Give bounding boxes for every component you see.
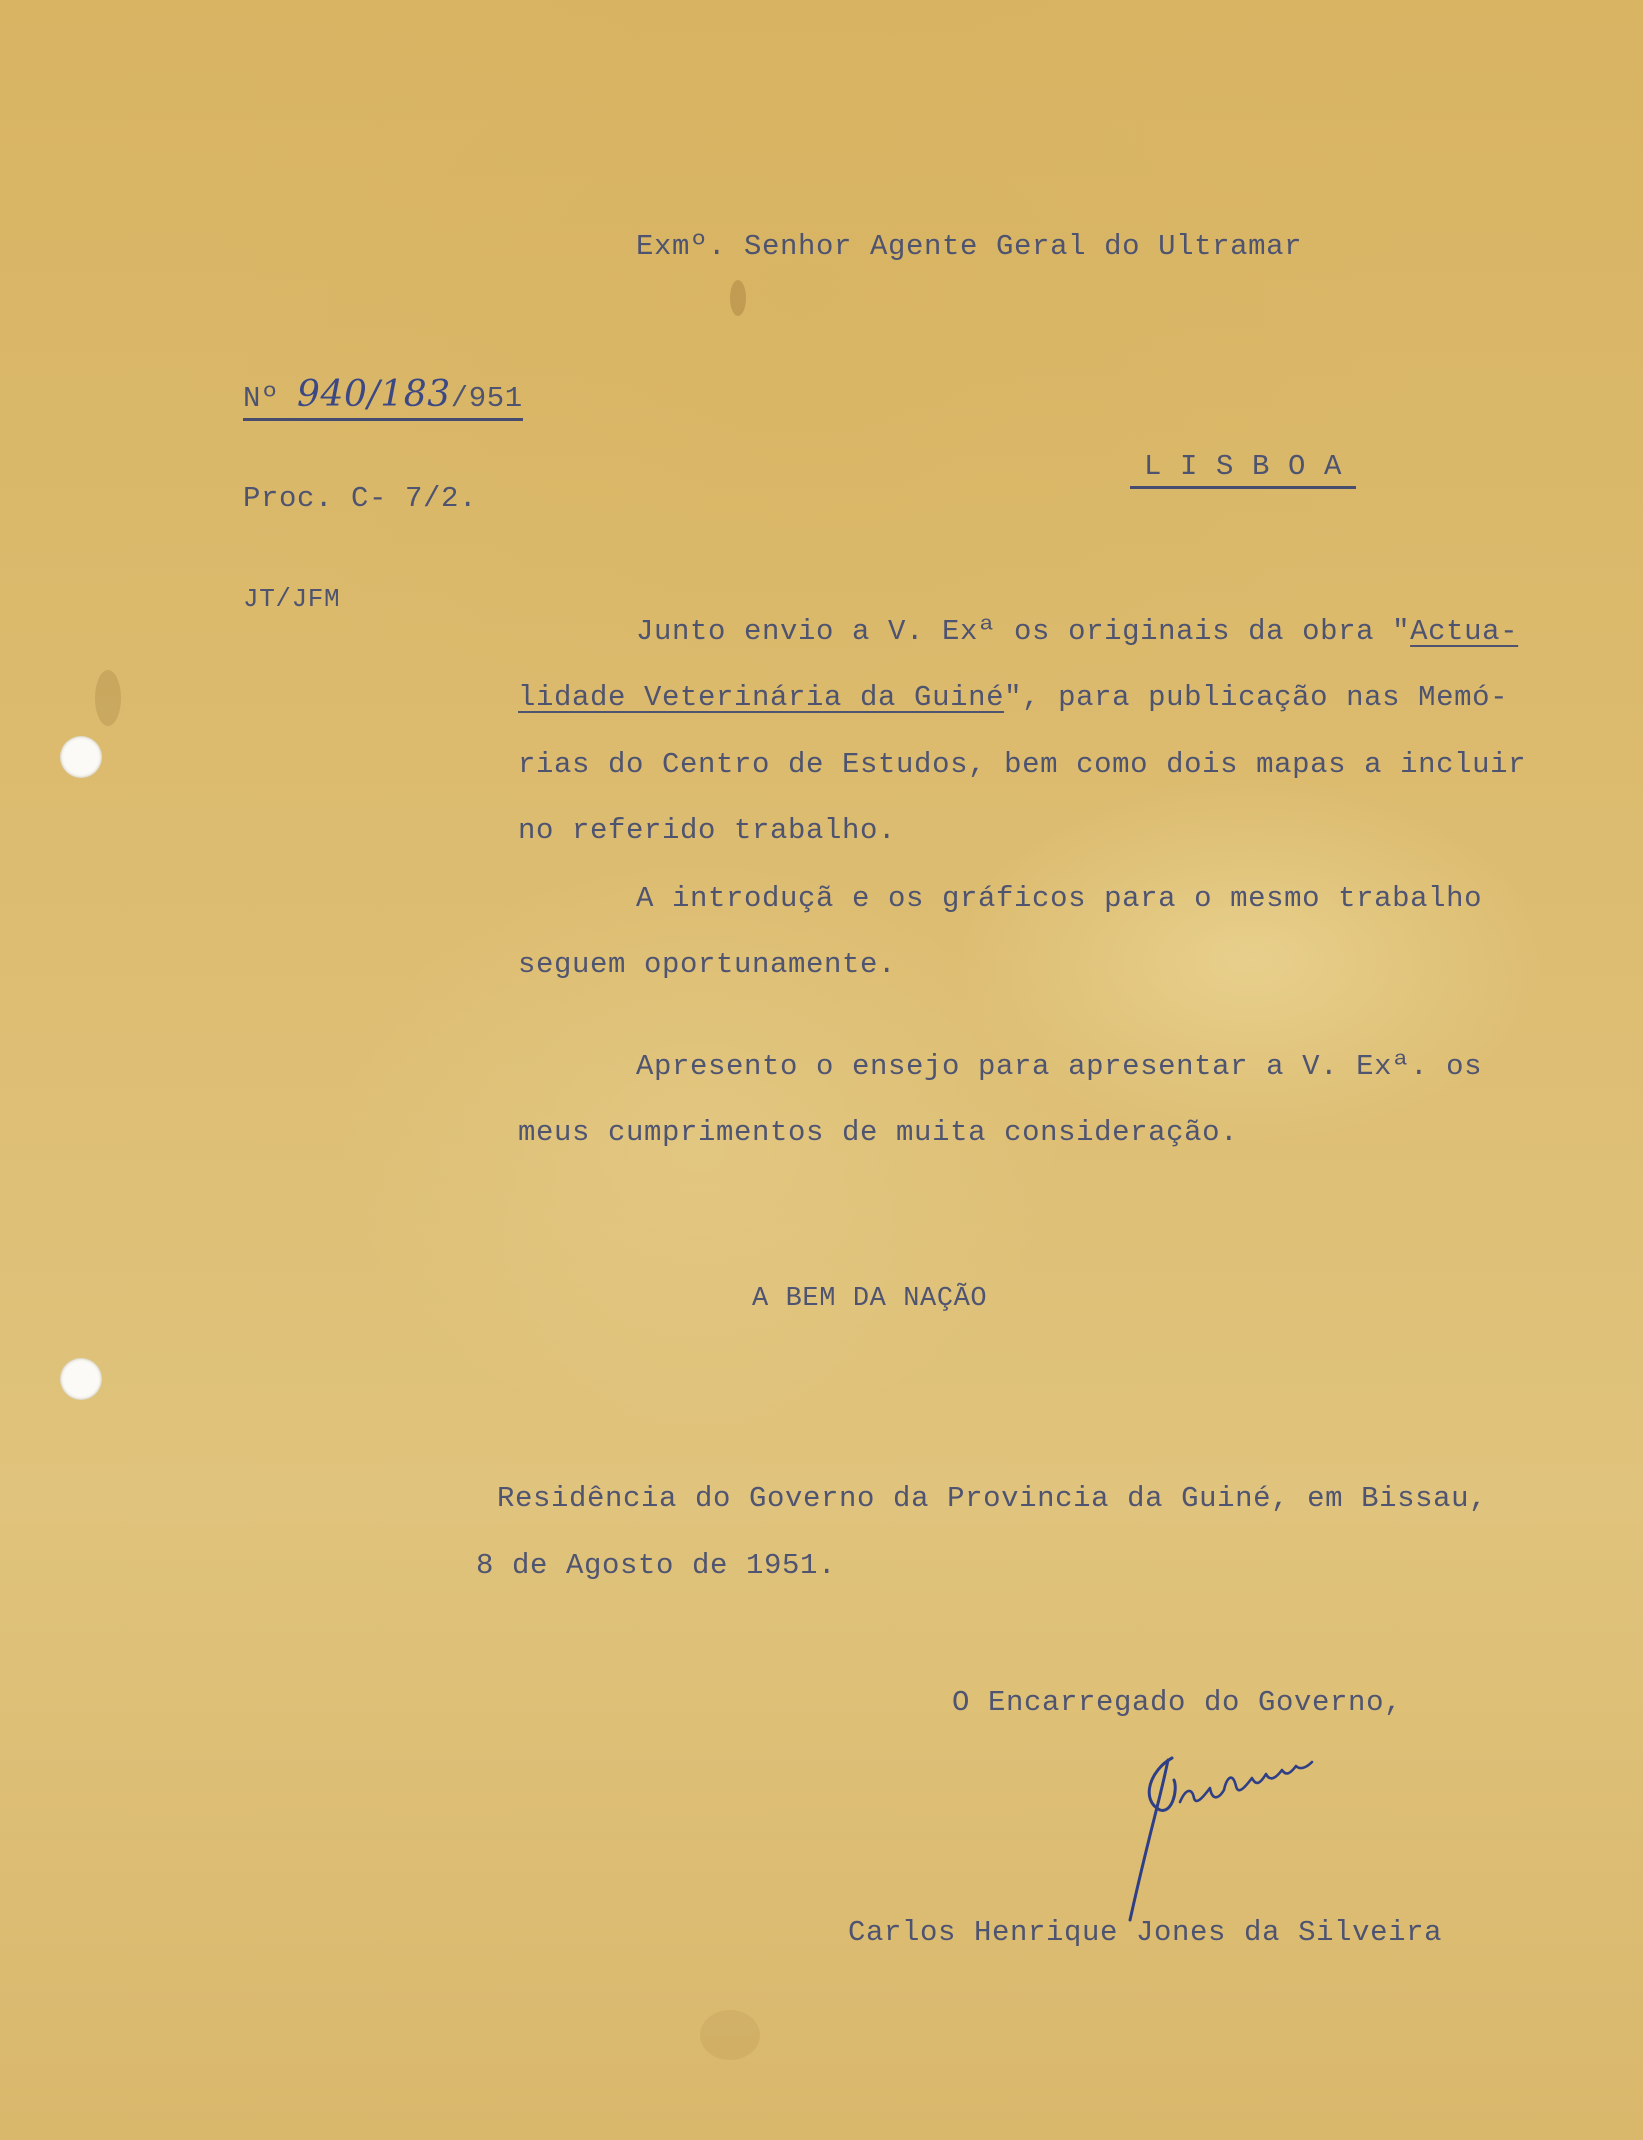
process-number: Proc. C- 7/2.	[243, 482, 478, 515]
body-line-4: no referido trabalho.	[518, 814, 897, 847]
body-line-3: rias do Centro de Estudos, bem como dois mapas a incluir	[518, 748, 1527, 781]
punch-hole-top	[60, 736, 102, 778]
destination: L I S B O A	[1130, 450, 1356, 489]
body-line-5: A introduçã e os gráficos para o mesmo trabalho	[636, 882, 1483, 915]
signatory-role: O Encarregado do Governo,	[952, 1686, 1403, 1719]
reference-handwritten: 940/183	[297, 374, 451, 415]
date-line: 8 de Agosto de 1951.	[476, 1549, 837, 1582]
addressee-line: Exmº. Senhor Agente Geral do Ultramar	[636, 230, 1303, 263]
initials: JT/JFM	[243, 584, 341, 614]
paper-stain	[730, 280, 746, 316]
body-line-8: meus cumprimentos de muita consideração.	[518, 1116, 1239, 1149]
paper-stain	[95, 670, 121, 726]
work-title-part-1: Actua-	[1410, 615, 1519, 648]
work-title-part-2: lidade Veterinária da Guiné	[518, 681, 1005, 714]
reference-prefix: Nº	[243, 382, 298, 415]
place-line: Residência do Governo da Provincia da Guiné, em Bissau,	[497, 1482, 1488, 1515]
reference-suffix: /951	[450, 382, 523, 415]
body-line-7: Apresento o ensejo para apresentar a V. Exª. os	[636, 1050, 1483, 1083]
paper-stain	[700, 2010, 760, 2060]
punch-hole-bottom	[60, 1358, 102, 1400]
reference-number	[243, 374, 523, 421]
signatory-name: Carlos Henrique Jones da Silveira	[848, 1916, 1443, 1949]
body-line-1: Junto envio a V. Exª os originais da obra "Actua-	[636, 615, 1519, 648]
body-line-6: seguem oportunamente.	[518, 948, 897, 981]
body-line-2: lidade Veterinária da Guiné", para publicação nas Memó-	[518, 681, 1509, 714]
motto: A BEM DA NAÇÃO	[752, 1284, 988, 1314]
handwritten-signature	[1120, 1730, 1400, 1930]
